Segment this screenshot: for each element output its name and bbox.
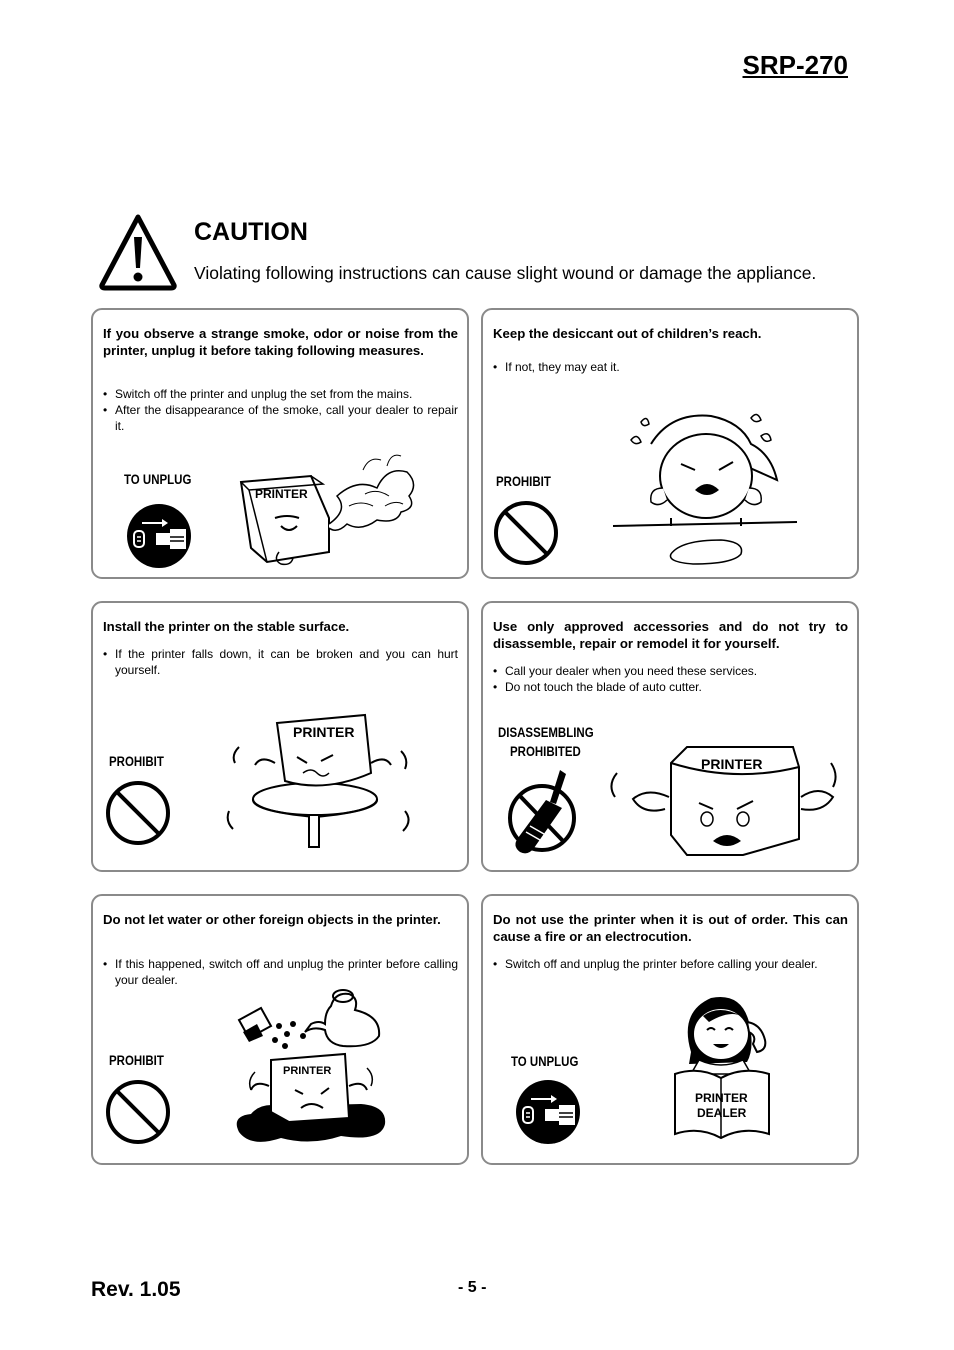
bullet-item: • After the disappearance of the smoke, call your dealer to repair it. <box>103 402 458 434</box>
unplug-icon <box>126 503 192 569</box>
caution-box-water <box>91 894 469 1165</box>
action-label-line2: PROHIBITED <box>510 744 581 759</box>
prohibit-icon <box>105 780 171 846</box>
action-label: TO UNPLUG <box>124 472 192 487</box>
child-desiccant-illustration <box>611 404 801 569</box>
box-bullets <box>493 663 848 695</box>
caution-box-disassemble <box>481 601 859 872</box>
revision-label: Rev. 1.05 <box>91 1278 181 1301</box>
box-heading: If you observe a strange smoke, odor or noise from the printer, unplug it before taking following measures. <box>103 326 458 358</box>
box-bullets <box>103 956 458 988</box>
bullet-item: • If not, they may eat it. <box>493 359 848 375</box>
box-heading: Use only approved accessories and do not try to disassemble, repair or remodel it for yourself. <box>493 619 848 651</box>
box-heading: Do not let water or other foreign objects in the printer. <box>103 912 441 927</box>
printer-text: PRINTER <box>695 1091 748 1105</box>
bullet-item: • Do not touch the blade of auto cutter. <box>493 679 848 695</box>
model-name: SRP-270 <box>742 50 848 80</box>
caution-subtitle: Violating following instructions can cause slight wound or damage the appliance. <box>194 263 817 283</box>
water-spill-printer-illustration <box>231 986 391 1151</box>
phone-dealer-illustration <box>669 992 779 1142</box>
screwdriver-prohibit-icon <box>506 770 576 860</box>
box-bullets <box>493 359 848 375</box>
bullet-item: • Switch off the printer and unplug the set from the mains. <box>103 386 458 402</box>
printer-text: PRINTER <box>701 756 763 772</box>
warning-triangle-icon <box>98 213 178 291</box>
box-heading: Install the printer on the stable surface. <box>103 619 350 634</box>
caution-title: CAUTION <box>194 218 308 246</box>
box-heading: Keep the desiccant out of children’s reach. <box>493 326 762 341</box>
bullet-item: • If the printer falls down, it can be broken and you can hurt yourself. <box>103 646 458 678</box>
action-label-line1: DISASSEMBLING <box>498 725 594 740</box>
caution-box-out-of-order <box>481 894 859 1165</box>
caution-box-stable-surface <box>91 601 469 872</box>
box-bullets <box>103 386 458 434</box>
worried-printer-illustration <box>603 743 838 863</box>
action-label: PROHIBIT <box>496 474 551 489</box>
page-number: - 5 - <box>458 1279 487 1296</box>
action-label: TO UNPLUG <box>511 1054 579 1069</box>
action-label: PROHIBIT <box>109 1053 164 1068</box>
printer-text: PRINTER <box>255 487 308 501</box>
smoking-printer-illustration <box>237 448 422 573</box>
bullet-item: • Call your dealer when you need these services. <box>493 663 848 679</box>
printer-text: PRINTER <box>283 1065 332 1077</box>
box-bullets <box>493 956 848 972</box>
prohibit-icon <box>105 1079 171 1145</box>
dealer-text: DEALER <box>697 1106 747 1120</box>
unplug-icon <box>515 1079 581 1145</box>
prohibit-icon <box>493 500 559 566</box>
box-heading: Do not use the printer when it is out of order. This can cause a fire or an electrocution. <box>493 912 848 944</box>
printer-text: PRINTER <box>293 724 355 740</box>
bullet-item: • Switch off and unplug the printer before calling your dealer. <box>493 956 848 972</box>
bullet-item: • If this happened, switch off and unplug the printer before calling your dealer. <box>103 956 458 988</box>
wobbly-table-printer-illustration <box>225 707 415 855</box>
action-label: PROHIBIT <box>109 754 164 769</box>
caution-box-desiccant <box>481 308 859 579</box>
box-bullets <box>103 646 458 678</box>
caution-box-smoke <box>91 308 469 579</box>
